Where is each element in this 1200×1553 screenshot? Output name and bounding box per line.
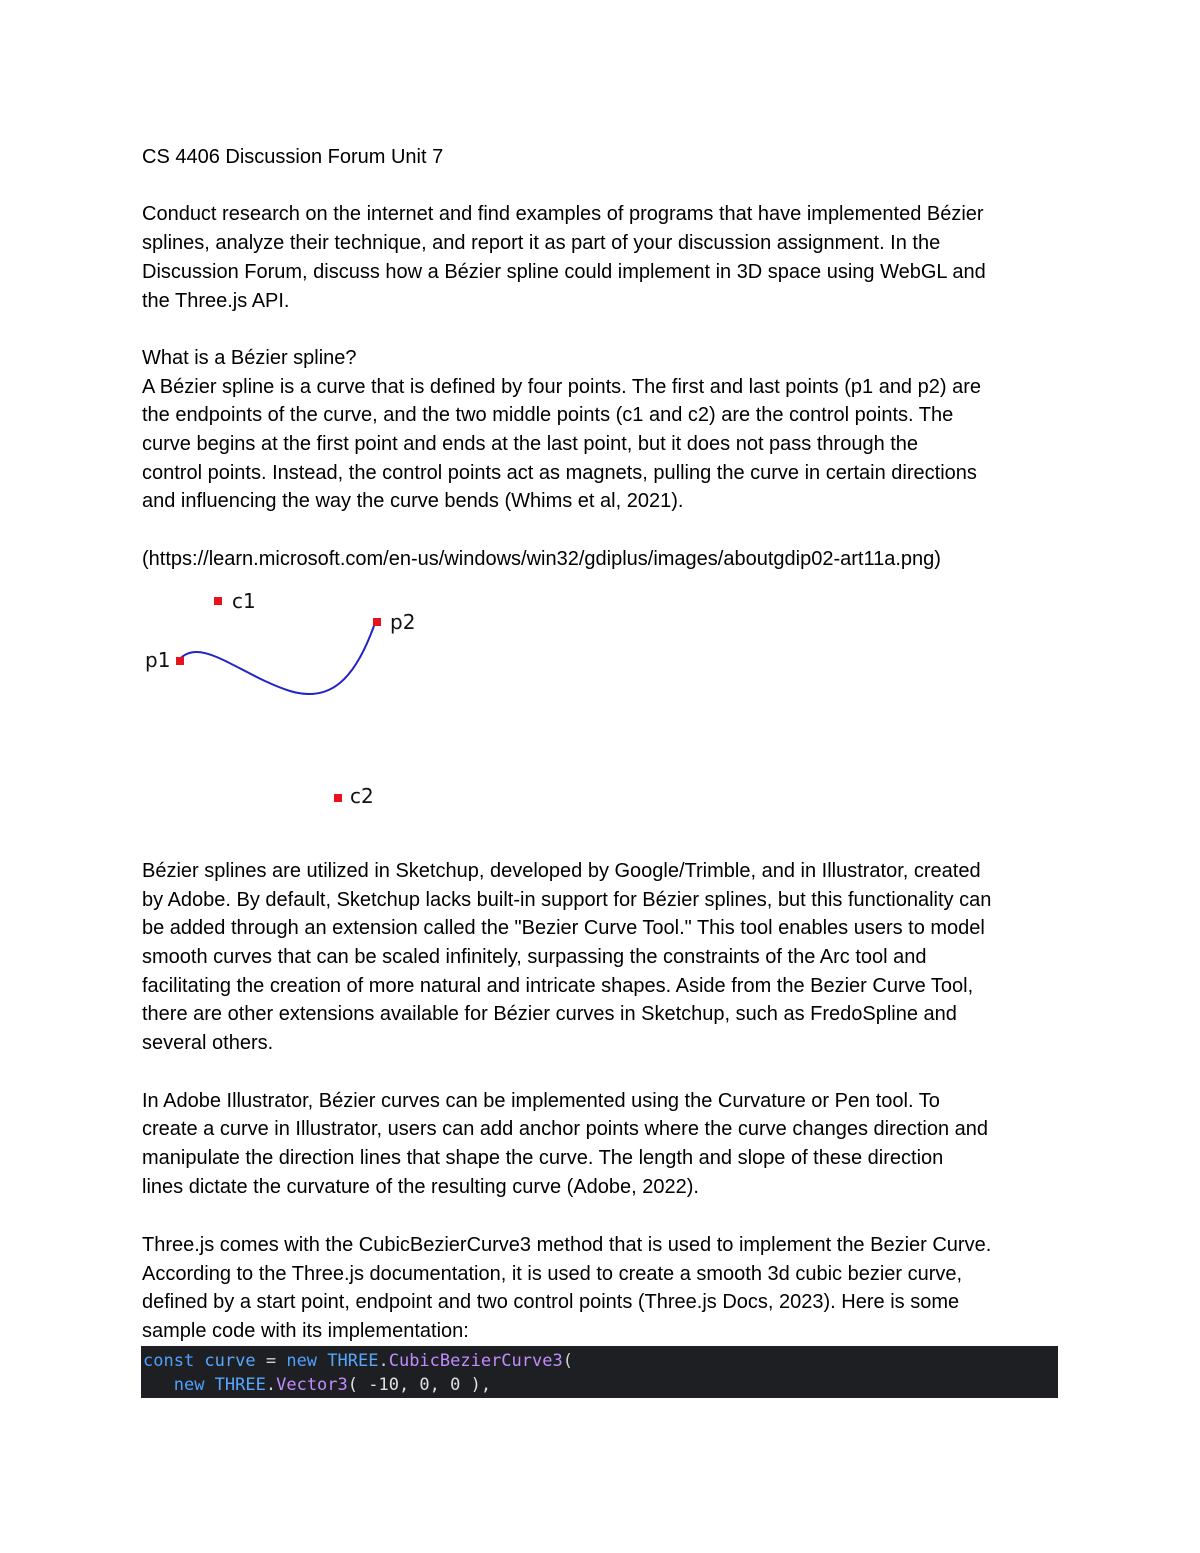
label-c1: c1 — [232, 589, 256, 613]
code-namespace: THREE — [214, 1375, 266, 1395]
control-point-c2-marker — [334, 794, 342, 802]
code-variable: curve — [194, 1351, 266, 1371]
paragraph-line: lines dictate the curvature of the resulting curve (Adobe, 2022). — [142, 1176, 699, 1198]
control-point-c1-marker — [214, 597, 222, 605]
code-keyword: const — [143, 1351, 195, 1371]
paragraph-line: A Bézier spline is a curve that is defined by four points. The first and last points (p1 and p2) are — [142, 376, 981, 398]
paragraph-line: and influencing the way the curve bends (Whims et al, 2021). — [142, 490, 684, 512]
paragraph-line: sample code with its implementation: — [142, 1320, 469, 1342]
label-p2: p2 — [390, 610, 416, 634]
code-dot: . — [265, 1375, 277, 1395]
paragraph-line: splines, analyze their technique, and report it as part of your discussion assignment. In the — [142, 232, 941, 254]
paragraph-line: curve begins at the first point and ends at the last point, but it does not pass through the — [142, 433, 919, 455]
paragraph-line: facilitating the creation of more natural and intricate shapes. Aside from the Bezier Curve Tool, — [142, 975, 974, 997]
code-class-name: Vector3 — [276, 1375, 348, 1395]
paragraph-line: defined by a start point, endpoint and two control points (Three.js Docs, 2023). Here is some — [142, 1291, 960, 1313]
paragraph-line: there are other extensions available for Bézier curves in Sketchup, such as FredoSpline and — [142, 1003, 957, 1025]
paragraph-line: be added through an extension called the "Bezier Curve Tool." This tool enables users to model — [142, 917, 985, 939]
endpoint-p2-marker — [373, 618, 381, 626]
code-snippet-block — [141, 1346, 1058, 1398]
paragraph-line: In Adobe Illustrator, Bézier curves can be implemented using the Curvature or Pen tool. To — [142, 1090, 940, 1112]
code-dot: . — [378, 1351, 389, 1371]
code-operator: = — [265, 1351, 287, 1371]
code-namespace: THREE — [327, 1351, 379, 1371]
bezier-spline-figure — [130, 585, 430, 815]
paragraph-line: the endpoints of the curve, and the two middle points (c1 and c2) are the control points. The — [142, 404, 954, 426]
paragraph-line: control points. Instead, the control points act as magnets, pulling the curve in certain directions — [142, 462, 977, 484]
code-line-2 — [143, 1373, 1058, 1397]
section-heading: What is a Bézier spline? — [142, 347, 357, 369]
code-paren: ( — [562, 1351, 573, 1371]
bezier-curve — [179, 623, 375, 694]
paragraph-line: Discussion Forum, discuss how a Bézier spline could implement in 3D space using WebGL and — [142, 261, 986, 283]
paragraph-line: According to the Three.js documentation, it is used to create a smooth 3d cubic bezier curve, — [142, 1263, 963, 1285]
code-line-1 — [143, 1349, 1058, 1373]
paragraph-line: Conduct research on the internet and find examples of programs that have implemented Bézier — [142, 203, 984, 225]
paragraph-line: smooth curves that can be scaled infinitely, surpassing the constraints of the Arc tool and — [142, 946, 927, 968]
image-source-url: (https://learn.microsoft.com/en-us/windows/win32/gdiplus/images/aboutgdip02-art11a.png) — [142, 548, 941, 570]
endpoint-p1-marker — [176, 657, 184, 665]
code-indent — [143, 1375, 174, 1395]
paragraph-line: several others. — [142, 1032, 274, 1054]
document-title: CS 4406 Discussion Forum Unit 7 — [142, 146, 444, 168]
paragraph-line: Three.js comes with the CubicBezierCurve3 method that is used to implement the Bezier Curve. — [142, 1234, 992, 1256]
paragraph-line: the Three.js API. — [142, 290, 290, 312]
paragraph-line: manipulate the direction lines that shape the curve. The length and slope of these direction — [142, 1147, 944, 1169]
code-arguments: ( -10, 0, 0 ), — [347, 1375, 492, 1395]
label-p1: p1 — [145, 648, 171, 672]
code-class-name: CubicBezierCurve3 — [388, 1351, 563, 1371]
paragraph-line: create a curve in Illustrator, users can add anchor points where the curve changes direction and — [142, 1118, 989, 1140]
code-keyword: new — [173, 1375, 215, 1395]
paragraph-line: Bézier splines are utilized in Sketchup, developed by Google/Trimble, and in Illustrator, created — [142, 860, 981, 882]
code-keyword: new — [286, 1351, 328, 1371]
paragraph-line: by Adobe. By default, Sketchup lacks built-in support for Bézier splines, but this functionality can — [142, 889, 992, 911]
label-c2: c2 — [350, 784, 374, 808]
